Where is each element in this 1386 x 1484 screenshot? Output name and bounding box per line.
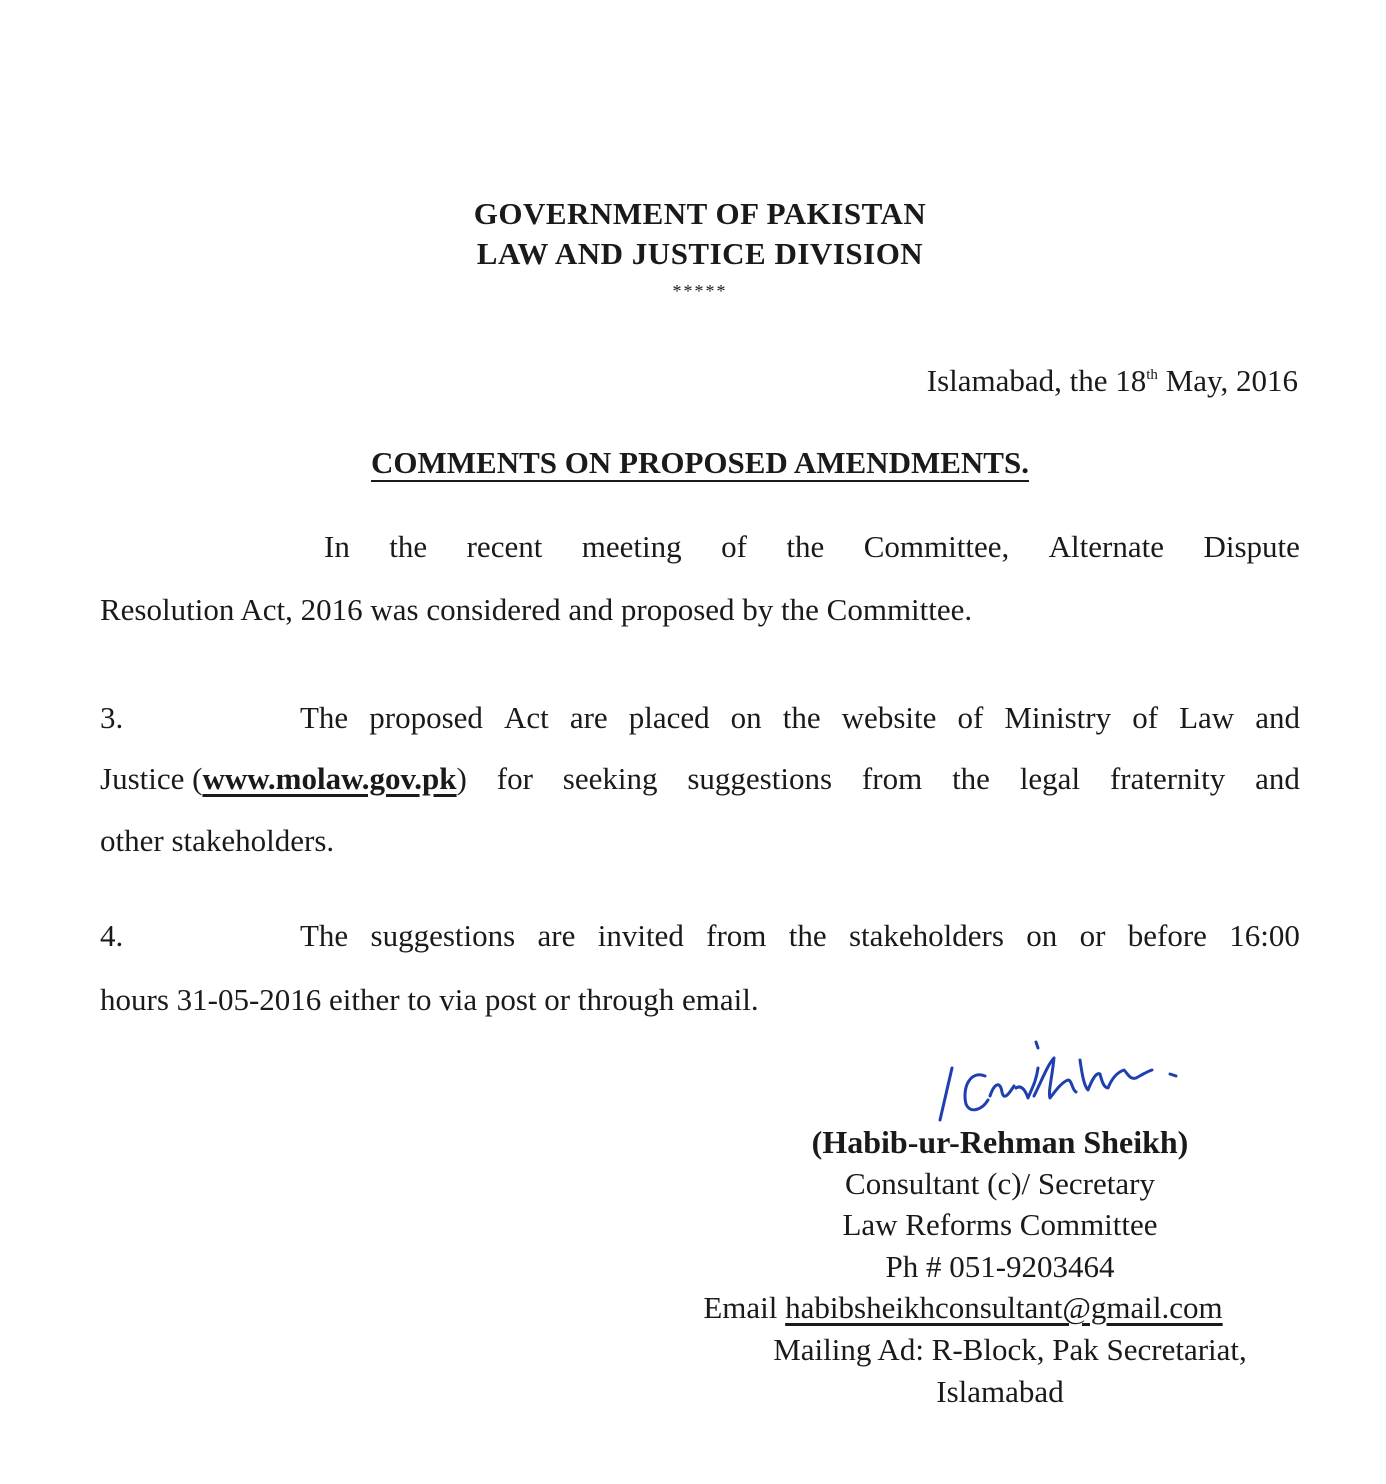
word: from — [706, 918, 767, 953]
word: from — [861, 761, 923, 796]
document-date — [927, 365, 1298, 396]
word: on — [1026, 918, 1058, 953]
document-subject — [0, 447, 1386, 478]
word: of — [957, 700, 984, 735]
para3-line2 — [100, 763, 1300, 794]
date-rest: May, 2016 — [1157, 363, 1298, 398]
para3-number: 3. — [100, 700, 124, 735]
email-label: Email — [703, 1290, 786, 1325]
para4-line1 — [100, 920, 1300, 951]
para3-line2-end — [457, 763, 1300, 794]
para3-line1-text — [300, 702, 1300, 733]
para3-line3: other stakeholders. — [100, 823, 335, 858]
word: Committee, — [863, 529, 1010, 564]
word: The — [300, 918, 349, 953]
word: stakeholders — [848, 918, 1004, 953]
word: meeting — [581, 529, 682, 564]
word: the — [389, 529, 428, 564]
word: The — [300, 700, 349, 735]
word: before — [1127, 918, 1207, 953]
word: placed — [628, 700, 710, 735]
signatory-phone: Ph # 051-9203464 — [885, 1249, 1115, 1284]
word: 16:00 — [1229, 918, 1300, 953]
date-prefix: Islamabad, the 18 — [926, 363, 1147, 398]
email-link[interactable]: habibsheikhconsultant@gmail.com — [785, 1290, 1223, 1325]
signatory-name: (Habib-ur-Rehman Sheikh) — [811, 1124, 1189, 1160]
molaw-website-link[interactable]: www.molaw.gov.pk — [202, 761, 457, 796]
word: legal — [1019, 761, 1081, 796]
word: the — [786, 529, 825, 564]
word: seeking — [562, 761, 658, 796]
word: the — [782, 700, 821, 735]
header-separator: ***** — [672, 281, 728, 301]
word: ) — [456, 761, 467, 796]
para3-line1 — [100, 702, 1300, 733]
word: and — [1255, 700, 1300, 735]
word: of — [721, 529, 747, 564]
para4-line1-text — [300, 920, 1300, 951]
signatory-office: Law Reforms Committee — [842, 1207, 1158, 1242]
header-division: LAW AND JUSTICE DIVISION — [476, 236, 924, 271]
word: are — [569, 700, 608, 735]
word: and — [1255, 761, 1300, 796]
word: of — [1132, 700, 1159, 735]
word: invited — [597, 918, 684, 953]
header-government: GOVERNMENT OF PAKISTAN — [473, 196, 927, 231]
word: are — [537, 918, 576, 953]
para1-line2: Resolution Act, 2016 was considered and proposed by the Committee. — [100, 592, 973, 627]
word: fraternity — [1109, 761, 1226, 796]
word: Law — [1179, 700, 1235, 735]
word: Alternate — [1048, 529, 1164, 564]
word: the — [788, 918, 827, 953]
para1-line1 — [100, 531, 1300, 562]
signatory-mailing-address: Mailing Ad: R-Block, Pak Secretariat, — [773, 1332, 1247, 1367]
para3-line2-start: Justice ( — [100, 761, 203, 796]
para4-number: 4. — [100, 918, 124, 953]
word: the — [952, 761, 990, 796]
signatory-designation: Consultant (c)/ Secretary — [845, 1166, 1155, 1201]
word: or — [1079, 918, 1106, 953]
handwritten-signature — [930, 1018, 1190, 1123]
word: suggestions — [370, 918, 516, 953]
word: suggestions — [687, 761, 833, 796]
date-ordinal: th — [1146, 367, 1158, 383]
word: proposed — [369, 700, 483, 735]
signatory-city: Islamabad — [936, 1374, 1064, 1409]
word: website — [841, 700, 937, 735]
word: on — [730, 700, 762, 735]
word: for — [496, 761, 533, 796]
word: Ministry — [1004, 700, 1112, 735]
subject-text: COMMENTS ON PROPOSED AMENDMENTS. — [371, 445, 1029, 480]
word: In — [324, 529, 350, 564]
word: recent — [466, 529, 543, 564]
word: Act — [503, 700, 549, 735]
para4-line2: hours 31-05-2016 either to via post or through email. — [100, 982, 759, 1017]
signatory-email-line — [600, 1292, 1326, 1323]
word: Dispute — [1203, 529, 1300, 564]
